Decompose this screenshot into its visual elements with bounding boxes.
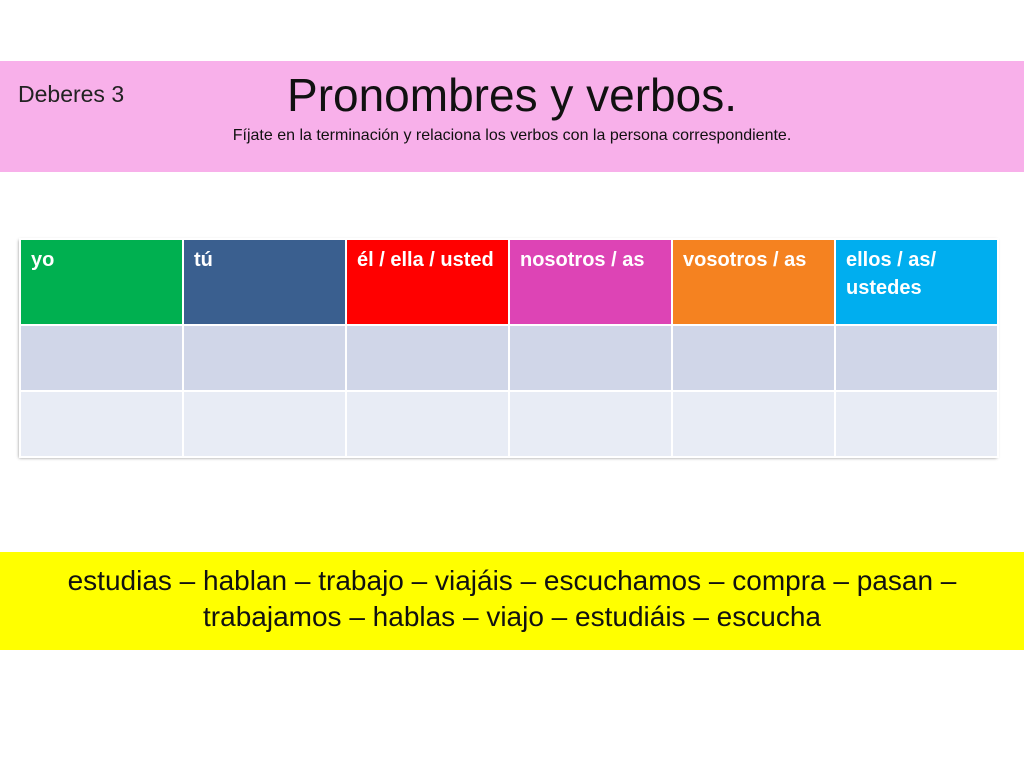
lesson-label: Deberes 3 xyxy=(18,81,125,107)
table-cell xyxy=(509,325,672,391)
column-header-nosotros: nosotros / as xyxy=(509,239,672,325)
table-cell xyxy=(346,391,509,457)
table-cell xyxy=(672,391,835,457)
word-bank-line-1: estudias – hablan – trabajo – viajáis – escuchamos – compra – pasan – xyxy=(67,565,957,596)
pronoun-table xyxy=(19,238,999,458)
instructions: Fíjate en la terminación y relaciona los verbos con la persona correspondiente. xyxy=(232,127,792,144)
column-header-yo: yo xyxy=(20,239,183,325)
pronoun-table-wrapper xyxy=(19,238,997,456)
table-header-row xyxy=(20,239,998,325)
table-cell xyxy=(835,325,998,391)
word-bank-line-2: trabajamos – hablas – viajo – estudiáis – escucha xyxy=(203,601,821,632)
page-title: Pronombres y verbos. xyxy=(287,69,737,121)
table-cell xyxy=(509,391,672,457)
table-row xyxy=(20,325,998,391)
table-cell xyxy=(346,325,509,391)
column-header-ellos-ustedes: ellos / as/ ustedes xyxy=(835,239,998,325)
column-header-vosotros: vosotros / as xyxy=(672,239,835,325)
table-row xyxy=(20,391,998,457)
table-cell xyxy=(183,391,346,457)
table-cell xyxy=(20,391,183,457)
column-header-el-ella-usted: él / ella / usted xyxy=(346,239,509,325)
table-cell xyxy=(835,391,998,457)
column-header-tu: tú xyxy=(183,239,346,325)
table-cell xyxy=(183,325,346,391)
table-cell xyxy=(672,325,835,391)
table-cell xyxy=(20,325,183,391)
